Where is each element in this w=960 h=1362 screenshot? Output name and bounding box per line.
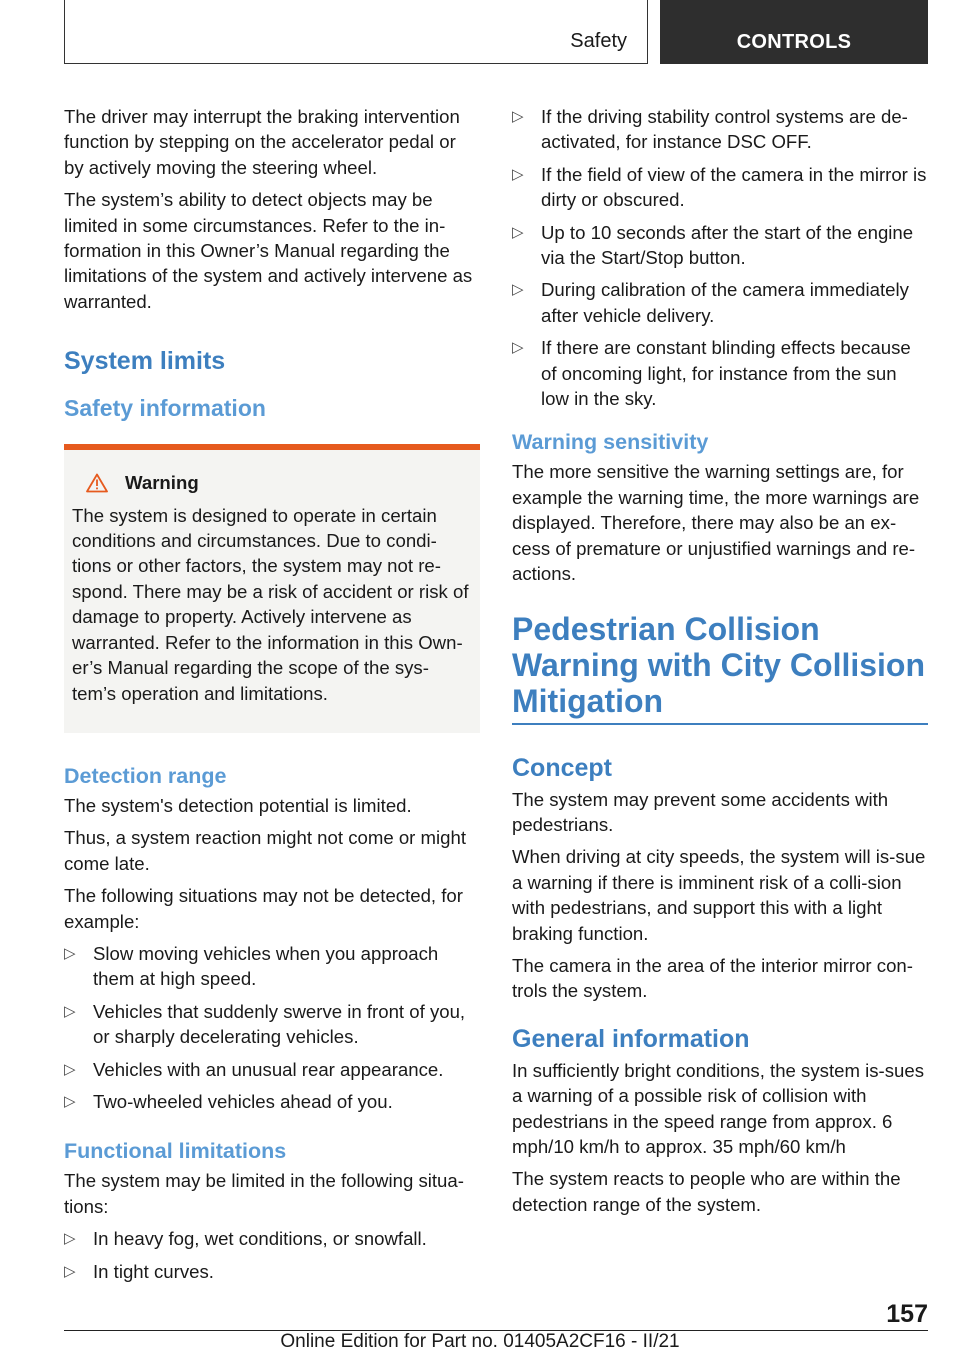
list-item: ▷ In tight curves.	[64, 1259, 480, 1284]
heading-safety-information: Safety information	[64, 395, 266, 422]
heading-functional-limitations: Functional limitations	[64, 1139, 287, 1164]
functional-limitations-list	[64, 1226, 480, 1284]
list-item: ▷ Slow moving vehicles when you approach them at high speed.	[64, 941, 480, 992]
paragraph: The system may be limited in the following situa-tions:	[64, 1170, 464, 1217]
list-item: ▷ If the driving stability control systems are de-activated, for instance DSC OFF.	[512, 104, 928, 155]
paragraph: The driver may interrupt the braking intervention function by stepping on the accelerator pedal or by actively moving the steering wheel.	[64, 106, 460, 178]
paragraph: The system's detection potential is limited.	[64, 794, 412, 816]
paragraph: The following situations may not be detected, for example:	[64, 885, 463, 932]
list-item: ▷ Up to 10 seconds after the start of the engine via the Start/Stop button.	[512, 220, 928, 271]
list-item: ▷ In heavy fog, wet conditions, or snowfall.	[64, 1226, 480, 1251]
footer-edition: Online Edition for Part no. 01405A2CF16 - II/21	[280, 1331, 680, 1352]
heading-warning-sensitivity: Warning sensitivity	[512, 430, 709, 455]
list-item: ▷ Two-wheeled vehicles ahead of you.	[64, 1089, 480, 1114]
list-item: ▷ If there are constant blinding effects because of oncoming light, for instance from the sun low in the sky.	[512, 335, 928, 411]
paragraph: The more sensitive the warning settings are, for example the warning time, the more warnings are displayed. Therefore, there may also be an ex-cess of premature or unjustified warnings and re-actions.	[512, 461, 920, 585]
page-header	[64, 0, 928, 66]
header-frame	[64, 0, 648, 64]
list-item: ▷ Vehicles that suddenly swerve in front of you, or sharply decelerating vehicles.	[64, 999, 480, 1050]
paragraph: When driving at city speeds, the system will is-sue a warning if there is imminent risk of a colli-sion with pedestrians, and support this with a light braking function.	[512, 846, 926, 944]
warning-box	[64, 444, 480, 733]
paragraph: Thus, a system reaction might not come or might come late.	[64, 827, 466, 874]
paragraph: In sufficiently bright conditions, the system is-sues a warning of a possible risk of collision with pedestrians in the speed range from approx. 6 mph/10 km/h to approx. 35 mph/60 km/h	[512, 1059, 925, 1157]
paragraph: The system’s ability to detect objects may be limited in some circumstances. Refer to the in-formation in this Owner’s Manual regarding the limitations of the system and actively intervene as warranted.	[64, 189, 473, 312]
list-item: ▷ Vehicles with an unusual rear appearance.	[64, 1057, 480, 1082]
paragraph: The system reacts to people who are within the detection range of the system.	[512, 1168, 901, 1215]
paragraph: The system may prevent some accidents with pedestrians.	[512, 788, 889, 835]
warning-triangle-icon	[86, 473, 108, 493]
warning-title-text: Warning	[125, 472, 199, 494]
section-label: Safety	[570, 30, 627, 52]
heading-pedestrian-collision-warning: Pedestrian Collision Warning with City Collision Mitigation	[512, 611, 928, 725]
functional-limitations-list-continued	[512, 104, 928, 411]
warning-text: The system is designed to operate in certain conditions and circumstances. Due to condi-tions or other factors, the system may not re-spond. There may be a risk of accident or risk of damage to property. Actively intervene as warranted. Refer to the information in this Own-er’s Manual regarding the scope of the sys-tem’s operation and limitations.	[72, 504, 469, 704]
left-column	[64, 104, 480, 1291]
heading-system-limits: System limits	[64, 347, 226, 376]
detection-range-list	[64, 941, 480, 1114]
page-number: 157	[886, 1300, 928, 1328]
heading-general-information: General information	[512, 1024, 750, 1053]
warning-title	[72, 470, 472, 495]
paragraph: The camera in the area of the interior mirror con-trols the system.	[512, 954, 913, 1002]
chapter-tab[interactable]: CONTROLS	[660, 0, 928, 64]
list-item: ▷ During calibration of the camera immediately after vehicle delivery.	[512, 277, 928, 328]
list-item: ▷ If the field of view of the camera in the mirror is dirty or obscured.	[512, 162, 928, 213]
right-column	[512, 104, 928, 1224]
heading-detection-range: Detection range	[64, 763, 227, 788]
heading-concept: Concept	[512, 753, 612, 782]
